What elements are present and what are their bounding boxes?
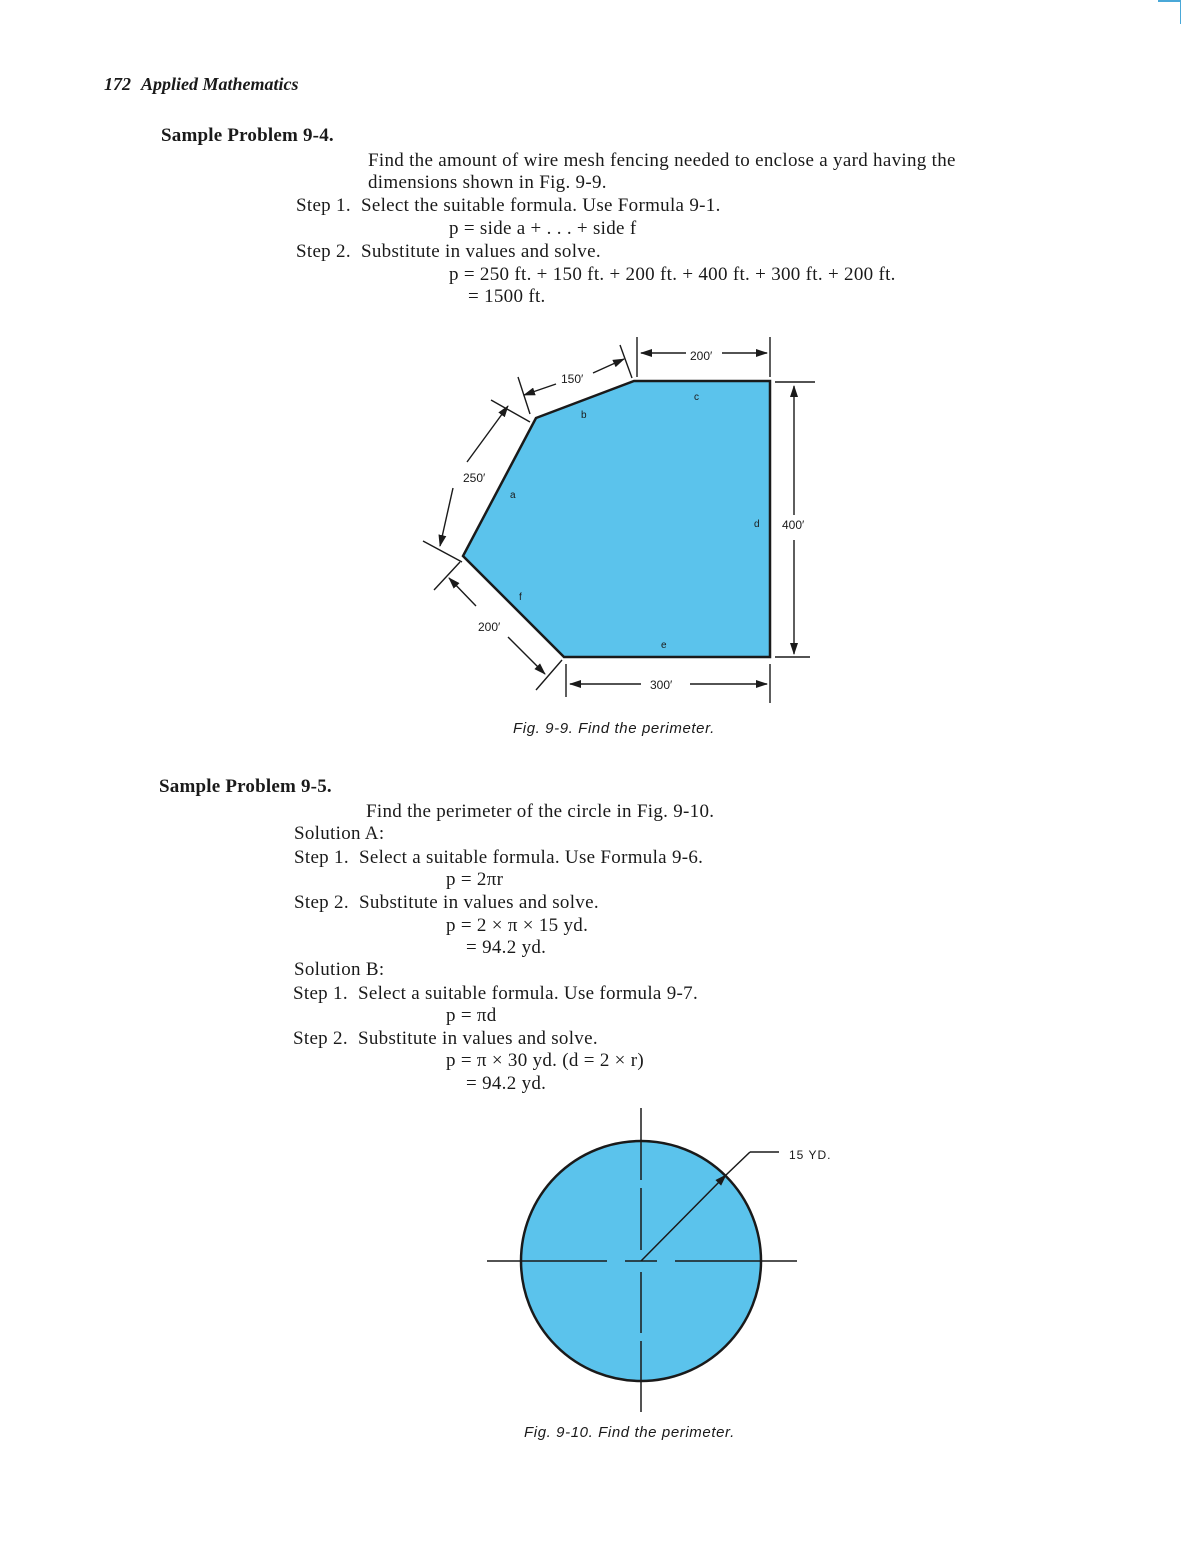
solution-b-formula: p = πd	[446, 1005, 497, 1026]
solution-a-step2: Step 2. Substitute in values and solve.	[294, 892, 599, 913]
solution-b-label: Solution B:	[294, 959, 385, 980]
side-e-label: e	[661, 640, 667, 651]
problem-9-4-formula: p = side a + . . . + side f	[449, 218, 637, 239]
problem-9-4-step2: Step 2. Substitute in values and solve.	[296, 241, 601, 262]
radius-label: 15 YD.	[789, 1148, 832, 1162]
solution-b-step1: Step 1. Select a suitable formula. Use formula 9-7.	[293, 983, 698, 1004]
problem-9-5-heading: Sample Problem 9-5.	[159, 776, 332, 797]
solution-a-calc1: p = 2 × π × 15 yd.	[446, 915, 589, 936]
problem-9-4-calc-line1: p = 250 ft. + 150 ft. + 200 ft. + 400 ft. + 300 ft. + 200 ft.	[449, 264, 896, 285]
solution-b-calc2: = 94.2 yd.	[466, 1073, 547, 1094]
dim-c-label: 200′	[690, 349, 713, 363]
dim-e-label: 300′	[650, 678, 673, 692]
dim-b-label: 150′	[561, 372, 584, 386]
dim-f-label: 200′	[478, 620, 501, 634]
side-c-label: c	[694, 392, 699, 403]
figure-9-10-caption: Fig. 9-10. Find the perimeter.	[524, 1424, 735, 1441]
side-a-label: a	[510, 490, 516, 501]
solution-a-formula: p = 2πr	[446, 869, 504, 890]
side-b-label: b	[581, 410, 587, 421]
dim-d-label: 400′	[782, 518, 805, 532]
solution-b-step2: Step 2. Substitute in values and solve.	[293, 1028, 598, 1049]
solution-a-label: Solution A:	[294, 823, 385, 844]
problem-9-4-step1: Step 1. Select the suitable formula. Use Formula 9-1.	[296, 195, 721, 216]
side-d-label: d	[754, 519, 760, 530]
side-f-label: f	[519, 592, 522, 603]
yard-polygon	[463, 381, 770, 657]
figure-9-9	[0, 0, 1181, 760]
figure-9-9-caption: Fig. 9-9. Find the perimeter.	[513, 720, 715, 737]
problem-9-4-intro-line1: Find the amount of wire mesh fencing needed to enclose a yard having the	[368, 150, 956, 171]
solution-b-calc1: p = π × 30 yd. (d = 2 × r)	[446, 1050, 644, 1071]
problem-9-4-intro-line2: dimensions shown in Fig. 9-9.	[368, 172, 607, 193]
problem-9-4-calc-line2: = 1500 ft.	[468, 286, 546, 307]
problem-9-5-intro: Find the perimeter of the circle in Fig. 9-10.	[366, 801, 715, 822]
page-number: 172	[104, 74, 131, 94]
solution-a-calc2: = 94.2 yd.	[466, 937, 547, 958]
dim-a-label: 250′	[463, 471, 486, 485]
book-title: Applied Mathematics	[141, 74, 299, 94]
solution-a-step1: Step 1. Select a suitable formula. Use Formula 9-6.	[294, 847, 704, 868]
figure-9-10	[0, 1100, 1181, 1420]
problem-9-4-heading: Sample Problem 9-4.	[161, 125, 334, 146]
